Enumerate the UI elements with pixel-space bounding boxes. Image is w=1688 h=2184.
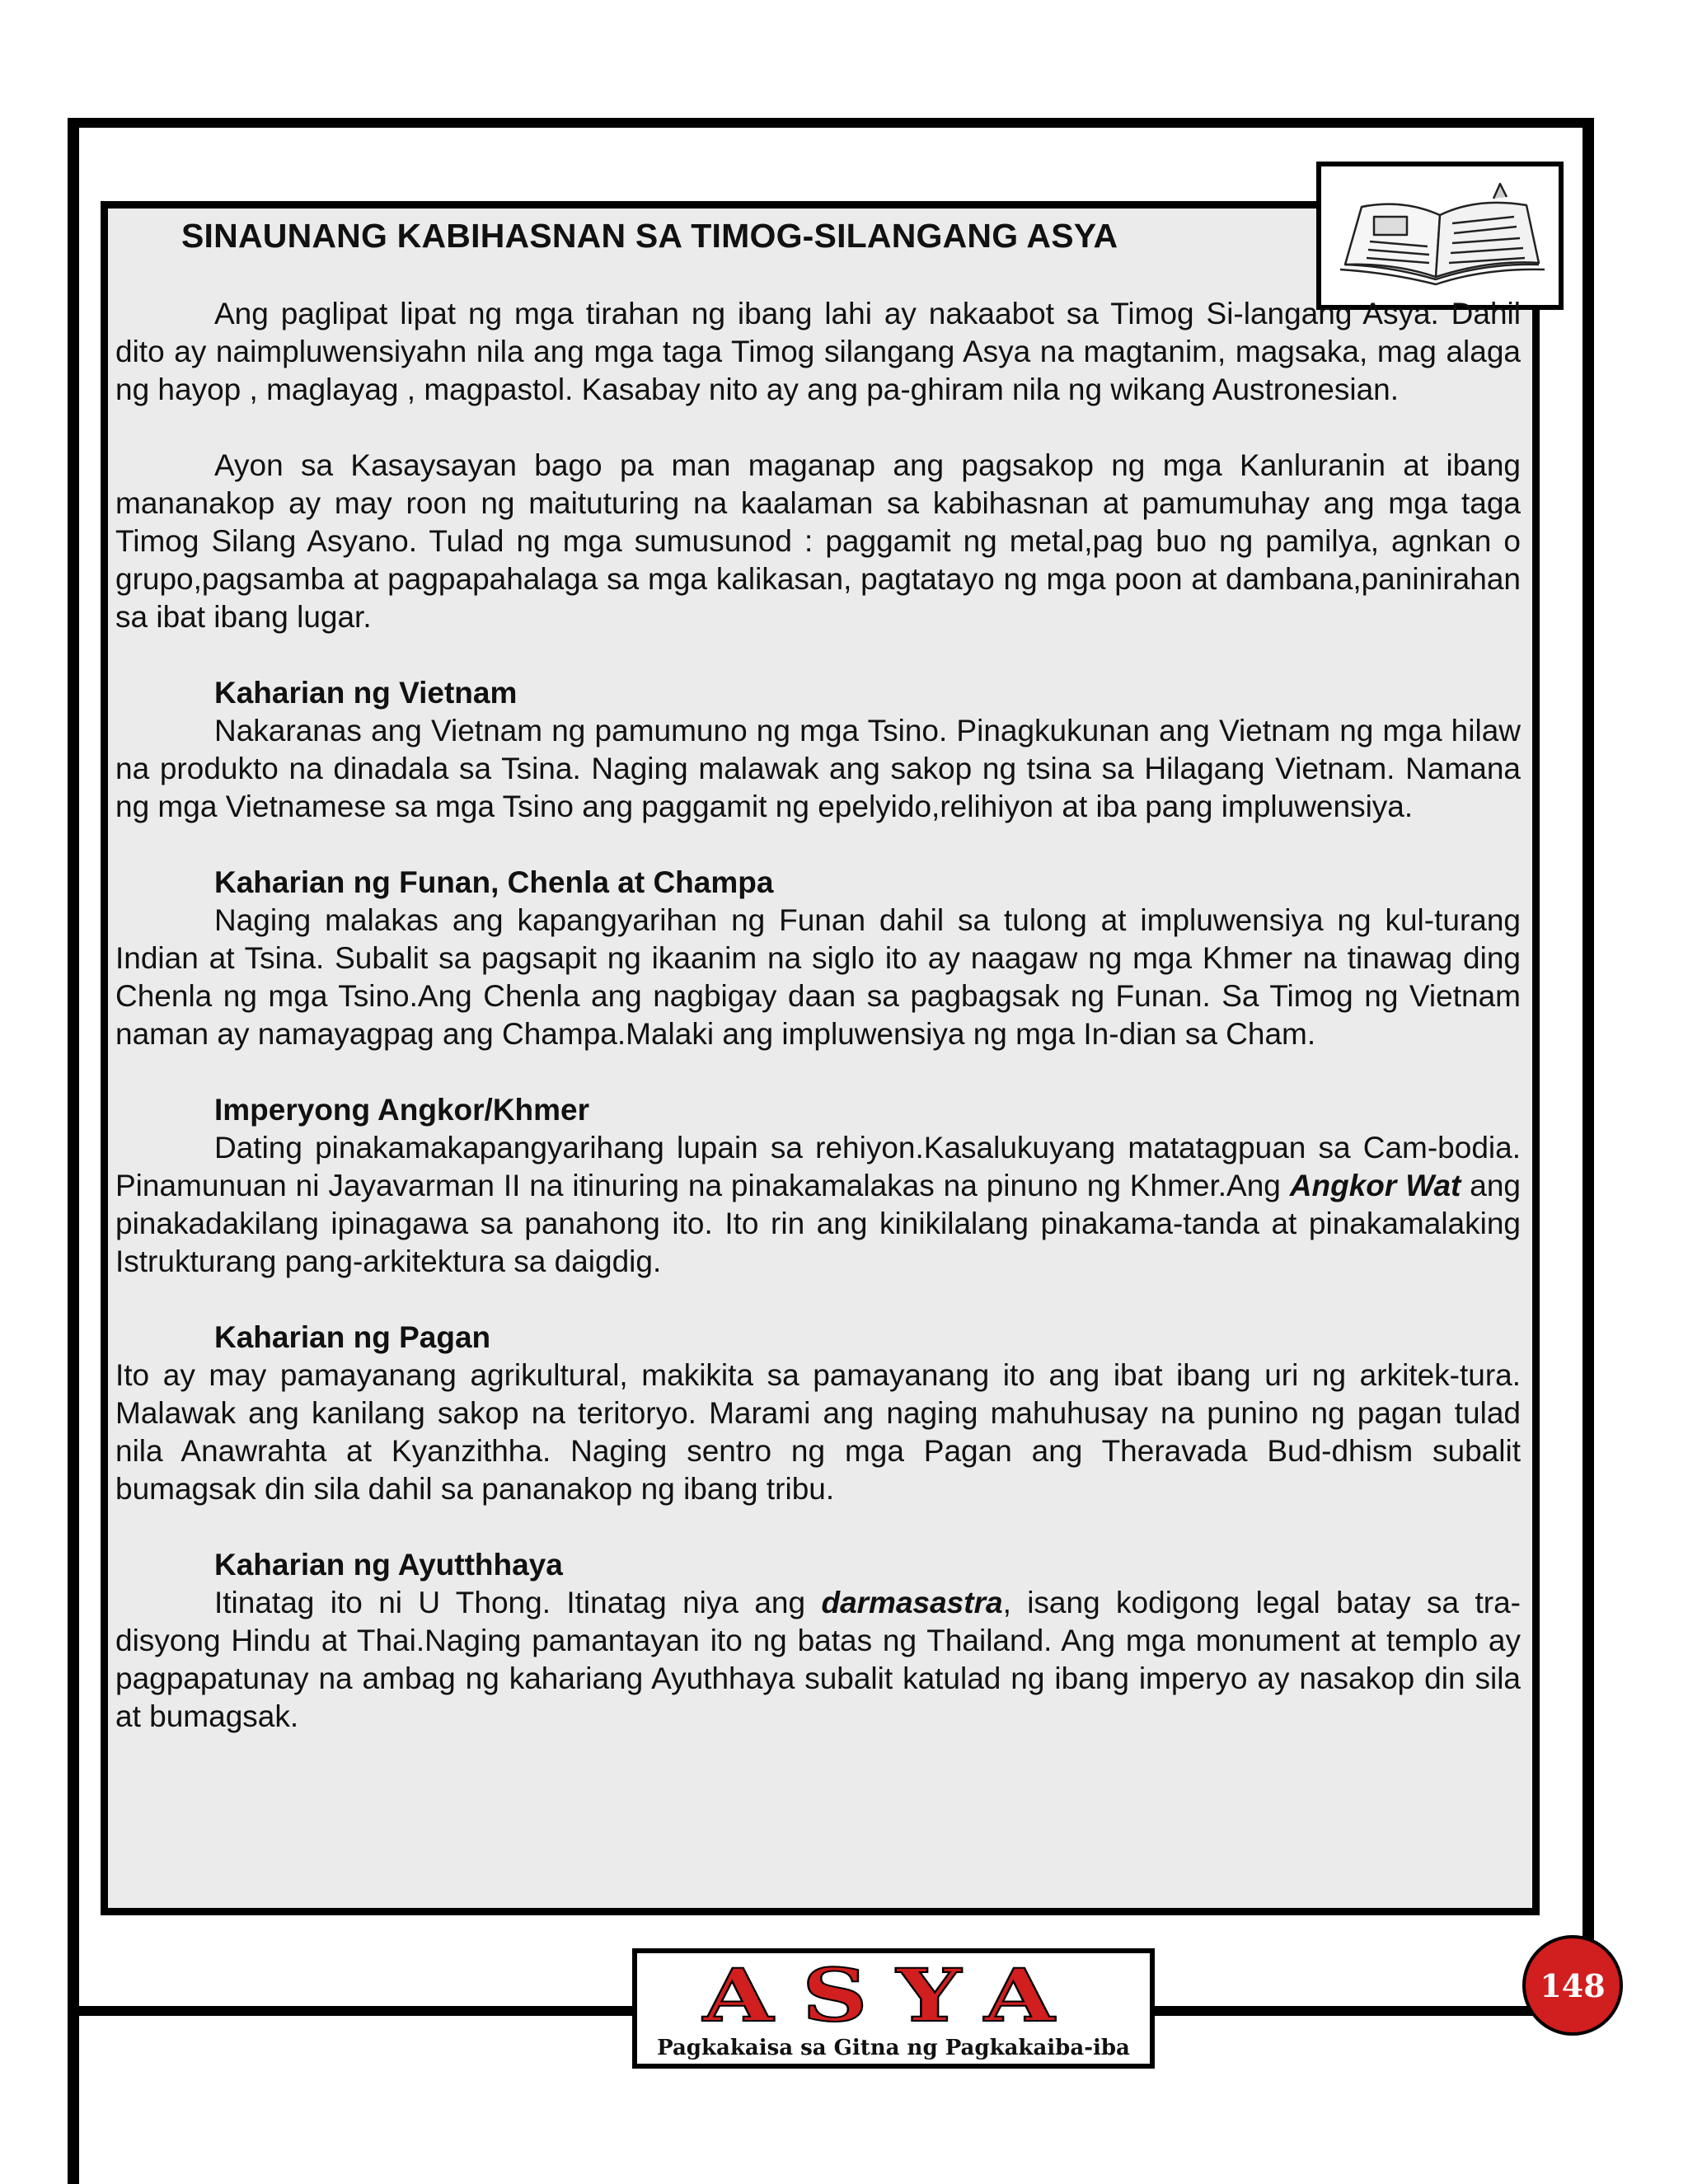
page-frame-right <box>1582 118 1594 2016</box>
section-text-pagan: Ito ay may pamayanang agrikultural, makikita sa pamayanang ito ang ibat ibang uri ng arkitek-tura. Malawak ang kanilang sakop na teritoryo. Marami ang naging mahuhusay na punino ng pagan tulad nila Anawrahta at Kyanzithha. Naging sentro ng mga Pagan ang Theravada Bud-dhism subalit bumagsak din sila dahil sa pananakop ng ibang tribu. <box>115 1358 1521 1506</box>
open-book-icon <box>1329 174 1551 298</box>
section-heading-angkor: Imperyong Angkor/Khmer <box>214 1093 590 1127</box>
page-frame-left <box>68 118 79 2184</box>
angkor-text-b: ang pinakadakilang ipinagawa sa panahong ito. Ito rin ang kinikilalang pinakama-tanda at pinakamalaking Istrukturang pang-arkitektura sa daigdig. <box>115 1169 1522 1278</box>
section-text-angkor <box>115 1129 1521 1281</box>
intro-paragraph-2: Ayon sa Kasaysayan bago pa man maganap ang pagsakop ng mga Kanluranin at ibang mananakop ay may roon ng maituturing na kaalaman sa kabihasnan at pamumuhay ang mga taga Timog Silang Asyano. Tulad ng mga sumusunod : paggamit ng metal,pag buo ng pamilya, agnkan o grupo,pagsamba at pagpapahalaga sa mga kalikasan, pagtatayo ng mga poon at dambana,paninirahan sa ibat ibang lugar. <box>115 448 1521 634</box>
page-frame-top <box>68 118 1594 128</box>
intro-paragraph-1: Ang paglipat lipat ng mga tirahan ng ibang lahi ay nakaabot sa Timog Si-langang Asya. Dahil dito ay naimpluwensiyahn nila ang mga taga Timog silangang Asya na magtanim, magsaka, mag alaga ng hayop , maglayag , magpastol. Kasabay nito ay ang pa-ghiram nila ng wikang Austronesian. <box>115 297 1521 406</box>
ayutthaya-text-a: Itinatag ito ni U Thong. Itinatag niya ang <box>214 1586 822 1619</box>
section-text-funan: Naging malakas ang kapangyarihan ng Funan dahil sa tulong at impluwensiya ng kul-turang Indian at Tsina. Subalit sa pagsapit ng ikaanim na siglo ito ay naagaw ng mga Khmer na tinawag ding Chenla ng mga Tsino.Ang Chenla ang nagbigay daan sa pagbagsak ng Funan. Sa Timog ng Vietnam naman ay namayagpag ang Champa.Malaki ang impluwensiya ng mga In-dian sa Cham. <box>115 903 1521 1051</box>
footer-logo <box>632 1948 1155 2069</box>
ayutthaya-text-b: , isang kodigong legal batay sa tra-disyong Hindu at Thai.Naging pamantayan ito ng batas ng Thailand. Ang mga monument at templo ay pagpapatunay na ambag ng kahariang Ayuthhaya subalit katulad ng ibang imperyo ay nasakop din sila at bumagsak. <box>115 1586 1521 1733</box>
section-text-ayutthaya <box>115 1584 1521 1736</box>
book-icon-box <box>1316 162 1564 310</box>
logo-word: ASYA <box>703 1952 1084 2038</box>
section-heading-pagan: Kaharian ng Pagan <box>214 1320 491 1354</box>
page-title: SINAUNANG KABIHASNAN SA TIMOG-SILANGANG ASYA <box>181 217 1118 255</box>
page-number-badge: 148 <box>1522 1935 1623 2036</box>
logo-subtitle: Pagkakaisa sa Gitna ng Pagkakaiba-iba <box>657 2036 1130 2060</box>
section-text-vietnam: Nakaranas ang Vietnam ng pamumuno ng mga Tsino. Pinagkukunan ang Vietnam ng mga hilaw na produkto na dinadala sa Tsina. Naging malawak ang sakop ng tsina sa Hilagang Vietnam. Namana ng mga Vietnamese sa mga Tsino ang paggamit ng epelyido,relihiyon at iba pang impluwensiya. <box>115 714 1521 823</box>
section-heading-ayutthaya: Kaharian ng Ayutthhaya <box>214 1548 563 1582</box>
darmasastra-emphasis: darmasastra <box>821 1586 1003 1619</box>
section-heading-vietnam: Kaharian ng Vietnam <box>214 676 518 710</box>
main-content <box>115 295 1521 1736</box>
angkor-wat-emphasis: Angkor Wat <box>1289 1169 1461 1202</box>
section-heading-funan: Kaharian ng Funan, Chenla at Champa <box>214 865 774 899</box>
angkor-text-a: Dating pinakamakapangyarihang lupain sa rehiyon.Kasalukuyang matatagpuan sa Cam-bodia. Pinamunuan ni Jayavarman II na itinuring na pinakamalakas na pinuno ng Khmer.Ang <box>115 1131 1521 1202</box>
